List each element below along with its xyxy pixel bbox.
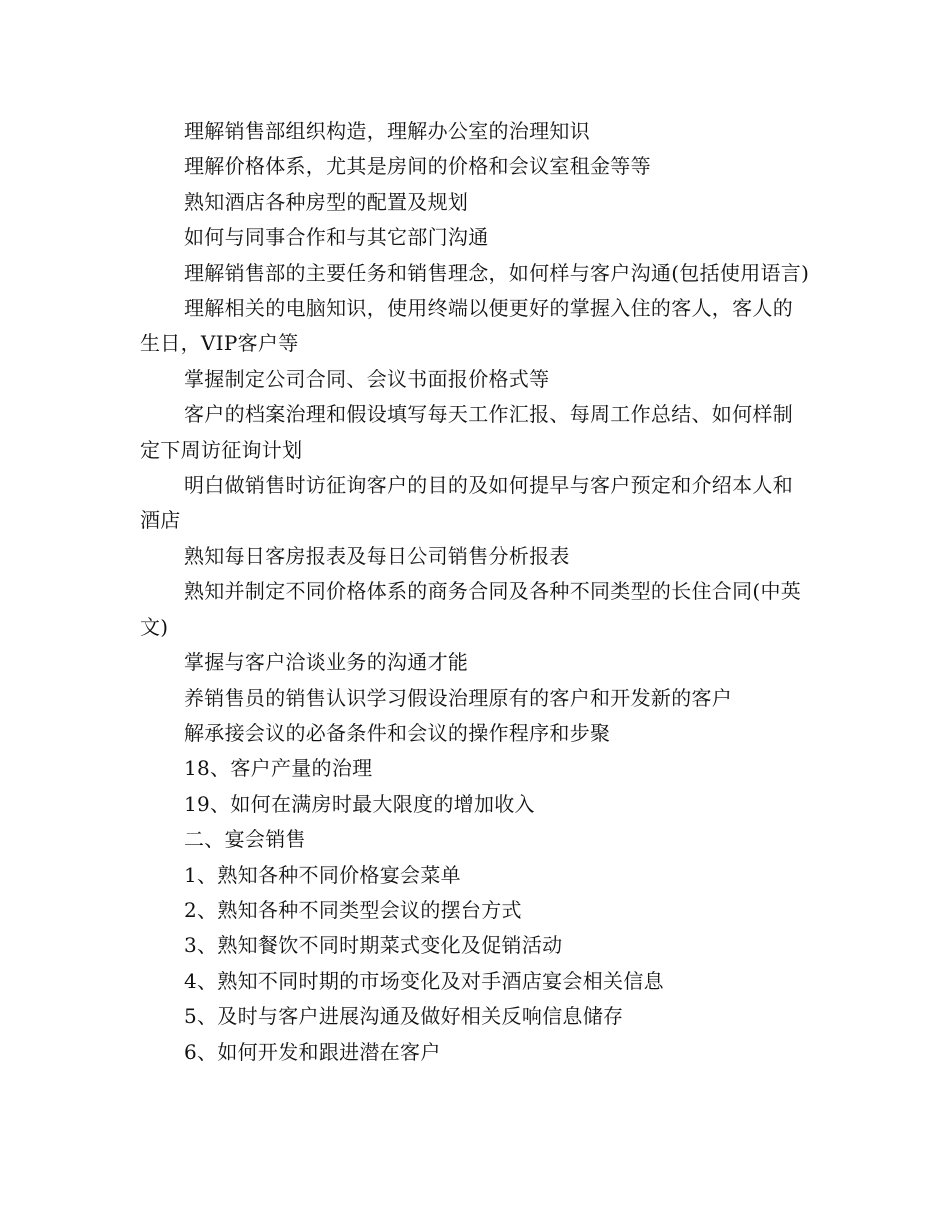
paragraph: 理解价格体系，尤其是房间的价格和会议室租金等等 [184, 154, 651, 179]
paragraph: 客户的档案治理和假设填写每天工作汇报、每周工作总结、如何样制定下周访征询计划 [140, 402, 793, 462]
paragraph: 3、熟知餐饮不同时期菜式变化及促销活动 [184, 933, 563, 958]
paragraph: 解承接会议的必备条件和会议的操作程序和步聚 [184, 720, 611, 745]
paragraph: 理解销售部组织构造，理解办公室的治理知识 [184, 119, 590, 143]
paragraph: 养销售员的销售认识学习假设治理原有的客户和开发新的客户 [184, 685, 733, 710]
section-heading: 二、宴会销售 [184, 827, 306, 852]
paragraph: 19、如何在满房时最大限度的增加收入 [184, 791, 535, 816]
paragraph: 18、客户产量的治理 [184, 756, 373, 781]
paragraph: 熟知每日客房报表及每日公司销售分析报表 [184, 543, 570, 568]
paragraph: 如何与同事合作和与其它部门沟通 [184, 225, 489, 250]
document-body [140, 114, 812, 1070]
paragraph: 掌握制定公司合同、会议书面报价格式等 [184, 366, 550, 391]
paragraph: 2、熟知各种不同类型会议的摆台方式 [184, 897, 522, 922]
paragraph: 明白做销售时访征询客户的目的及如何提早与客户预定和介绍本人和酒店 [140, 473, 793, 533]
paragraph: 6、如何开发和跟进潜在客户 [184, 1039, 441, 1064]
paragraph: 4、熟知不同时期的市场变化及对手酒店宴会相关信息 [184, 968, 664, 993]
paragraph: 1、熟知各种不同价格宴会菜单 [184, 862, 461, 887]
paragraph: 理解销售部的主要任务和销售理念，如何样与客户沟通(包括使用语言) [184, 260, 810, 285]
paragraph: 理解相关的电脑知识，使用终端以便更好的掌握入住的客人，客人的生日，VIP客户等 [140, 296, 793, 356]
paragraph: 熟知并制定不同价格体系的商务合同及各种不同类型的长住合同(中英文) [140, 579, 802, 639]
paragraph: 熟知酒店各种房型的配置及规划 [184, 189, 469, 214]
paragraph: 5、及时与客户进展沟通及做好相关反响信息储存 [184, 1004, 624, 1029]
paragraph: 掌握与客户洽谈业务的沟通才能 [184, 650, 469, 675]
